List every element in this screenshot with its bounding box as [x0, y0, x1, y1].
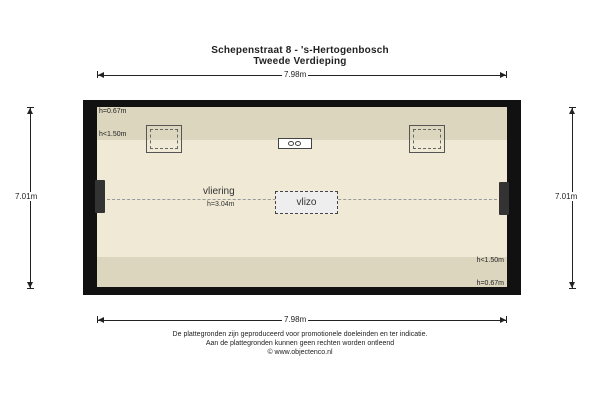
skylight-icon — [409, 125, 445, 153]
skylight-frame — [150, 129, 178, 149]
wall-opening-right — [499, 182, 509, 215]
arrow-down-icon — [569, 282, 575, 288]
plan-subtitle: Tweede Verdieping — [253, 56, 347, 67]
room-height: h=3.04m — [207, 201, 235, 208]
arrow-right-icon — [500, 317, 506, 323]
copyright-line: © www.objectenco.nl — [267, 349, 333, 356]
wall-opening-left — [95, 180, 105, 213]
vent-hole — [288, 141, 294, 146]
vent-icon — [278, 138, 312, 149]
arrow-down-icon — [27, 282, 33, 288]
vent-hole — [295, 141, 301, 146]
right-depth-label: 7.01m — [555, 192, 578, 201]
plan-title: Schepenstraat 8 - 's-Hertogenbosch — [211, 45, 389, 56]
skylight-frame — [413, 129, 441, 149]
arrow-left-icon — [98, 72, 104, 78]
hatch-label: vlizo — [296, 197, 317, 208]
arrow-left-icon — [98, 317, 104, 323]
height-label: h<1.50m — [476, 257, 504, 264]
top-width-label: 7.98m — [284, 70, 307, 79]
room-name: vliering — [203, 186, 235, 197]
floor-plan — [83, 100, 521, 295]
attic-hatch — [275, 191, 338, 214]
height-label: h=0.67m — [476, 280, 504, 287]
arrow-right-icon — [500, 72, 506, 78]
skylight-icon — [146, 125, 182, 153]
disclaimer-line-2: Aan de plattegronden kunnen geen rechten worden ontleend — [205, 340, 395, 347]
arrow-up-icon — [27, 108, 33, 114]
low-ceiling-band-bottom — [97, 257, 507, 287]
floor-area — [97, 107, 507, 287]
left-depth-label: 7.01m — [15, 192, 38, 201]
arrow-up-icon — [569, 108, 575, 114]
disclaimer-line-1: De plattegronden zijn geproduceerd voor promotionele doeleinden en ter indicatie. — [172, 331, 428, 338]
height-label: h<1.50m — [99, 131, 127, 138]
bottom-width-label: 7.98m — [284, 315, 307, 324]
height-label: h=0.67m — [99, 108, 127, 115]
